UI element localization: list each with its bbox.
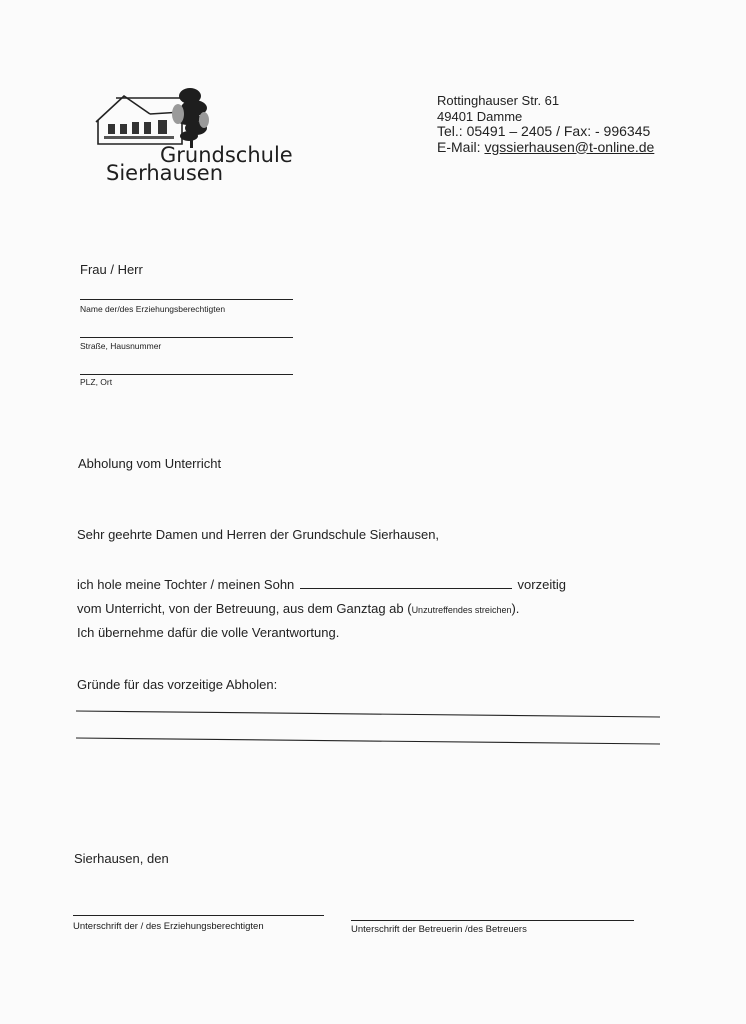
guardian-signature-caption: Unterschrift der / des Erziehungsberechtigten (73, 921, 264, 932)
name-caption: Name der/des Erziehungsberechtigten (80, 304, 226, 314)
line2-main: vom Unterricht, von der Betreuung, aus dem Ganztag ab ( (77, 601, 412, 616)
letter-line2 (77, 601, 519, 616)
address-email-line (437, 140, 654, 156)
city-caption: PLZ, Ort (80, 377, 113, 387)
reason-line-2 (76, 738, 660, 744)
child-name-field[interactable] (300, 576, 512, 589)
line2-end: ). (511, 601, 520, 616)
salutation: Frau / Herr (80, 262, 143, 277)
name-field-line[interactable] (80, 299, 293, 300)
letter-line3: Ich übernehme dafür die volle Verantwortung. (77, 625, 340, 640)
address-city: 49401 Damme (437, 108, 523, 124)
school-name-line1: Grundschule (160, 143, 293, 167)
place-date: Sierhausen, den (74, 851, 169, 866)
address-street: Rottinghauser Str. 61 (437, 93, 560, 108)
street-caption: Straße, Hausnummer (80, 341, 162, 351)
school-address (437, 93, 654, 155)
line2-note: Unzutreffendes streichen (411, 605, 512, 615)
line1-end: vorzeitig (517, 577, 566, 592)
school-name-line2: Sierhausen (106, 161, 224, 185)
line1-start: ich hole meine Tochter / meinen Sohn (77, 577, 295, 592)
reasons-label: Gründe für das vorzeitige Abholen: (77, 677, 278, 692)
caregiver-signature-caption: Unterschrift der Betreuerin /des Betreuers (351, 924, 527, 935)
letter-subject: Abholung vom Unterricht (78, 456, 222, 471)
address-phone: Tel.: 05491 – 2405 / Fax: - 996345 (437, 123, 651, 139)
guardian-signature-line[interactable] (73, 915, 324, 916)
email-label: E-Mail: (437, 138, 485, 155)
letter-line1 (77, 576, 566, 592)
caregiver-signature-line[interactable] (351, 920, 634, 921)
reason-line-1 (76, 711, 660, 717)
city-field-line[interactable] (80, 374, 293, 375)
street-field-line[interactable] (80, 337, 293, 338)
email-link[interactable]: vgssierhausen@t-online.de (484, 138, 655, 155)
letter-greeting: Sehr geehrte Damen und Herren der Grundschule Sierhausen, (77, 527, 440, 542)
